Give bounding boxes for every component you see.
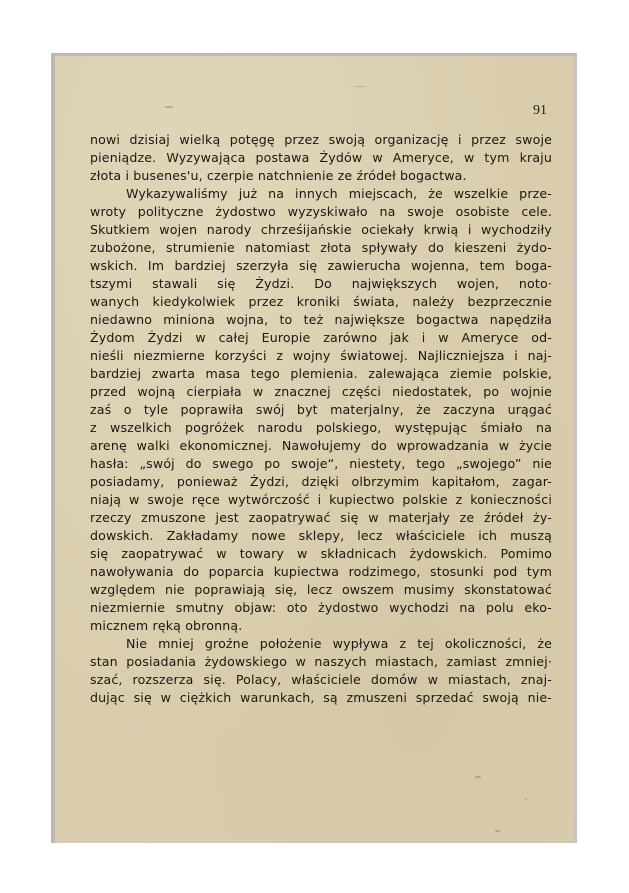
text-line: niają w swoje ręce wytwórczość i kupiectwo polskie z konieczności [90, 492, 552, 507]
page-number: 91 [533, 103, 547, 118]
text-line: niedawno miniona wojna, to też największe bogactwa napędziła [90, 312, 552, 327]
text-line: przed wojną cierpiała w znacznej części niedostatek, po wojnie [90, 384, 552, 399]
paper-speck [165, 106, 173, 108]
text-line: wskich. Im bardziej szerzyła się zawierucha wojenna, tem boga- [90, 258, 552, 273]
text-line: stan posiadania żydowskiego w naszych miastach, zamiast zmniej· [90, 654, 552, 669]
scanned-book-page [51, 53, 577, 843]
text-line: niezmiernie smutny objaw: oto żydostwo wychodzi na polu eko- [90, 600, 552, 615]
paragraph-3 [90, 635, 552, 707]
text-line: nieśli niezmierne korzyści z wojny światowej. Najliczniejsza i naj- [90, 348, 552, 363]
paper-speck [495, 830, 500, 832]
text-line: Skutkiem wojen narody chrześijańskie ociekały krwią i wychodziły [90, 222, 552, 237]
paper-speck [475, 776, 481, 778]
text-line: Żydom Żydzi w całej Europie zarówno jak i w Ameryce od- [90, 330, 552, 345]
text-line: Nie mniej groźne położenie wypływa z tej okoliczności, że [126, 636, 552, 651]
text-line: pieniądze. Wyzywająca postawa Żydów w Ameryce, w tym kraju [90, 150, 552, 165]
text-line: zubożone, strumienie natomiast złota spływały do kieszeni żydo- [90, 240, 552, 255]
paper-speck [355, 86, 365, 87]
text-line: micznem ręką obronną. [90, 618, 243, 633]
text-line: się zaopatrywać w towary w składnicach żydowskich. Pomimo [90, 546, 552, 561]
text-line: rzeczy zmuszone jest zaopatrywać się w materjały ze źródeł ży- [90, 510, 552, 525]
text-line: z wszelkich pogróżek narodu polskiego, występując śmiało na [90, 420, 552, 435]
text-line: względem nie poprawiają się, lecz owszem musimy skonstatować [90, 582, 552, 597]
text-line: bardziej zwarta masa tego plemienia. zalewająca ziemie polskie, [90, 366, 552, 381]
text-line: arenę walki ekonomicznej. Nawołujemy do wprowadzania w życie [90, 438, 552, 453]
text-line: nowi dzisiaj wielką potęgę przez swoją organizację i przez swoje [90, 132, 552, 147]
text-line: posiadamy, ponieważ Żydzi, dzięki olbrzymim kapitałom, zagar- [90, 474, 552, 489]
text-line: zaś o tyle poprawiła swój byt materjalny, że zaczyna urągać [90, 402, 552, 417]
text-line: Wykazywaliśmy już na innych miejscach, że wszelkie prze- [126, 186, 552, 201]
paragraph-2 [90, 185, 552, 635]
text-line: nawoływania do poparcia kupiectwa rodzimego, stosunki pod tym [90, 564, 552, 579]
text-line: szać, rozszerza się. Polacy, właściciele domów w miastach, znaj- [90, 672, 552, 687]
text-line: dując się w ciężkich warunkach, są zmuszeni sprzedać swoją nie- [90, 690, 552, 705]
text-line: złota i busenes'u, czerpie natchnienie ze źródeł bogactwa. [90, 168, 467, 183]
text-line: wanych kiedykolwiek przez kroniki świata, należy bezprzecznie [90, 294, 552, 309]
text-line: hasła: „swój do swego po swoje“, niestety, tego „swojego” nie [90, 456, 552, 471]
body-text [90, 131, 552, 707]
paragraph-1 [90, 131, 552, 185]
text-line: wroty polityczne żydostwo wyzyskiwało na swoje osobiste cele. [90, 204, 552, 219]
text-line: dowskich. Zakładamy nowe sklepy, lecz właściciele ich muszą [90, 528, 552, 543]
paper-speck [525, 798, 527, 800]
text-line: tszymi stawali się Żydzi. Do największych wojen, noto· [90, 276, 552, 291]
